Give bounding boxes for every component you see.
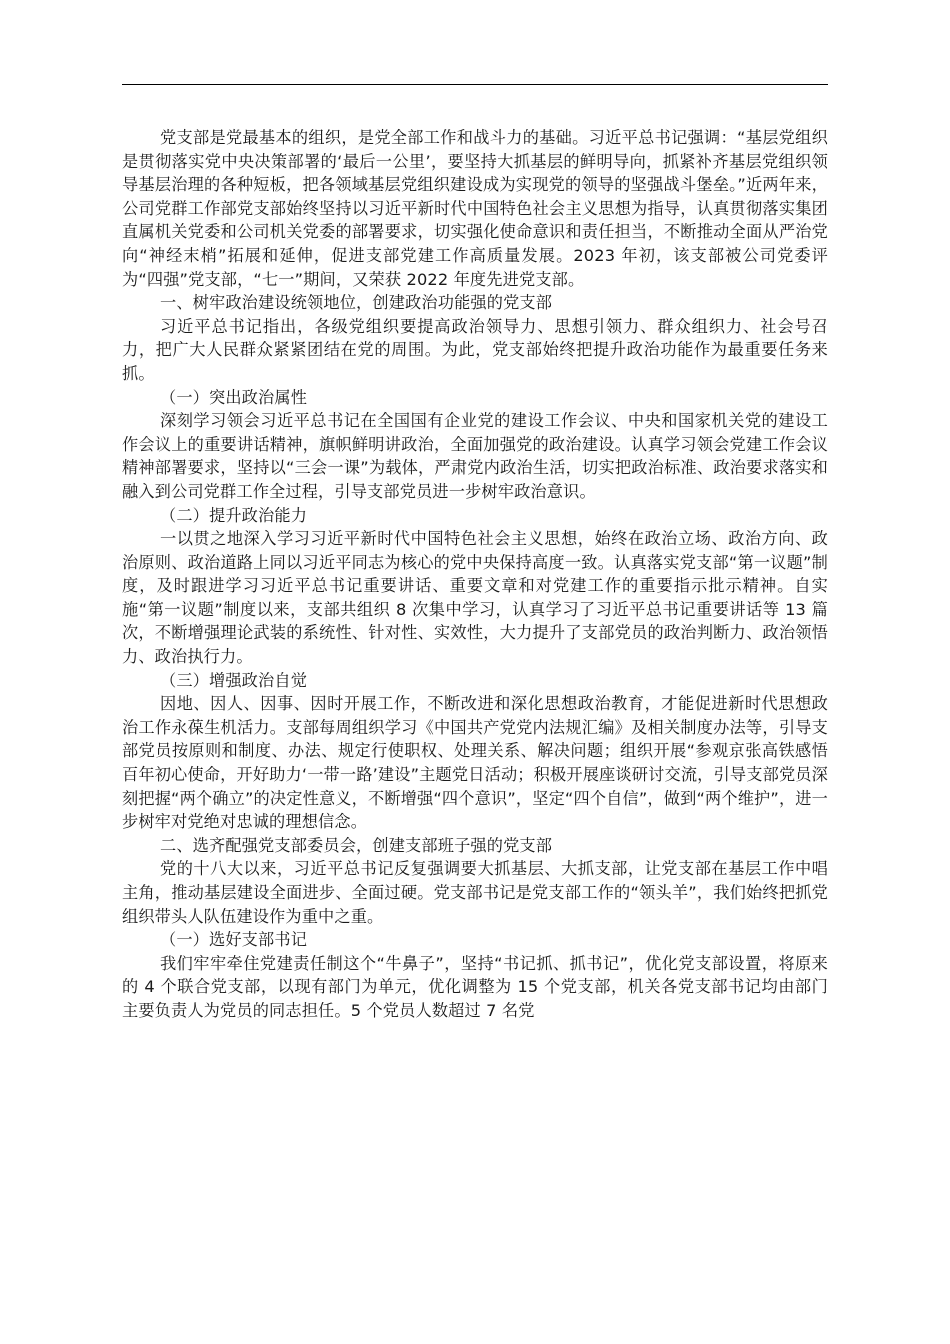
document-body [122,126,828,1023]
paragraph: 我们牢牢牵住党建责任制这个“牛鼻子”，坚持“书记抓、抓书记”，优化党支部设置，将原来的 4 个联合党支部，以现有部门为单元，优化调整为 15 个党支部，机关各党支部书记均由部门主要负责人为党员的同志担任。5 个党员人数超过 7 名党 [122,953,828,1020]
intro-paragraph: 党支部是党最基本的组织，是党全部工作和战斗力的基础。习近平总书记强调：“基层党组织是贯彻落实党中央决策部署的‘最后一公里’，要坚持大抓基层的鲜明导向，抓紧补齐基层党组织领导基层治理的各种短板，把各领域基层党组织建设成为实现党的领导的坚强战斗堡垒。”近两年来，公司党群工作部党支部始终坚持以习近平新时代中国特色社会主义思想为指导，认真贯彻落实集团直属机关党委和公司机关党委的部署要求，切实强化使命意识和责任担当，不断推动全面从严治党向“神经末梢”拓展和延伸，促进支部党建工作高质量发展。2023 年初，该支部被公司党委评为“四强”党支部，“七一”期间，又荣获 2022 年度先进党支部。 [122,128,828,289]
paragraph: 一以贯之地深入学习习近平新时代中国特色社会主义思想，始终在政治立场、政治方向、政治原则、政治道路上同以习近平同志为核心的党中央保持高度一致。认真落实党支部“第一议题”制度，及时跟进学习习近平总书记重要讲话、重要文章和对党建工作的重要指示批示精神。自实施“第一议题”制度以来，支部共组织 8 次集中学习，认真学习了习近平总书记重要讲话等 13 篇次，不断增强理论武装的系统性、针对性、实效性，大力提升了支部党员的政治判断力、政治领悟力、政治执行力。 [122,529,828,667]
subsection-heading: （三）增强政治自觉 [160,670,308,690]
paragraph: 习近平总书记指出，各级党组织要提高政治领导力、思想引领力、群众组织力、社会号召力，把广大人民群众紧紧团结在党的周围。为此，党支部始终把提升政治功能作为最重要任务来抓。 [122,316,828,383]
section-heading-2: 二、选齐配强党支部委员会，创建支部班子强的党支部 [160,835,553,855]
subsection-heading: （一）突出政治属性 [160,387,308,407]
section-heading-1: 一、树牢政治建设统领地位，创建政治功能强的党支部 [160,293,553,313]
paragraph: 因地、因人、因事、因时开展工作，不断改进和深化思想政治教育，才能促进新时代思想政治工作永葆生机活力。支部每周组织学习《中国共产党党内法规汇编》及相关制度办法等，引导支部党员按原则和制度、办法、规定行使职权、处理关系、解决问题；组织开展“参观京张高铁感悟百年初心使命，开好助力‘一带一路’建设”主题党日活动；积极开展座谈研讨交流，引导支部党员深刻把握“两个确立”的决定性意义，不断增强“四个意识”，坚定“四个自信”，做到“两个维护”，进一步树牢对党绝对忠诚的理想信念。 [122,694,828,832]
subsection-heading: （一）选好支部书记 [160,930,308,950]
paragraph: 深刻学习领会习近平总书记在全国国有企业党的建设工作会议、中央和国家机关党的建设工作会议上的重要讲话精神，旗帜鲜明讲政治，全面加强党的政治建设。认真学习领会党建工作会议精神部署要求，坚持以“三会一课”为载体，严肃党内政治生活，切实把政治标准、政治要求落实和融入到公司党群工作全过程，引导支部党员进一步树牢政治意识。 [122,411,828,501]
subsection-heading: （二）提升政治能力 [160,505,308,525]
header-rule [122,84,828,85]
paragraph: 党的十八大以来，习近平总书记反复强调要大抓基层、大抓支部，让党支部在基层工作中唱主角，推动基层建设全面进步、全面过硬。党支部书记是党支部工作的“领头羊”，我们始终把抓党组织带头人队伍建设作为重中之重。 [122,859,828,926]
